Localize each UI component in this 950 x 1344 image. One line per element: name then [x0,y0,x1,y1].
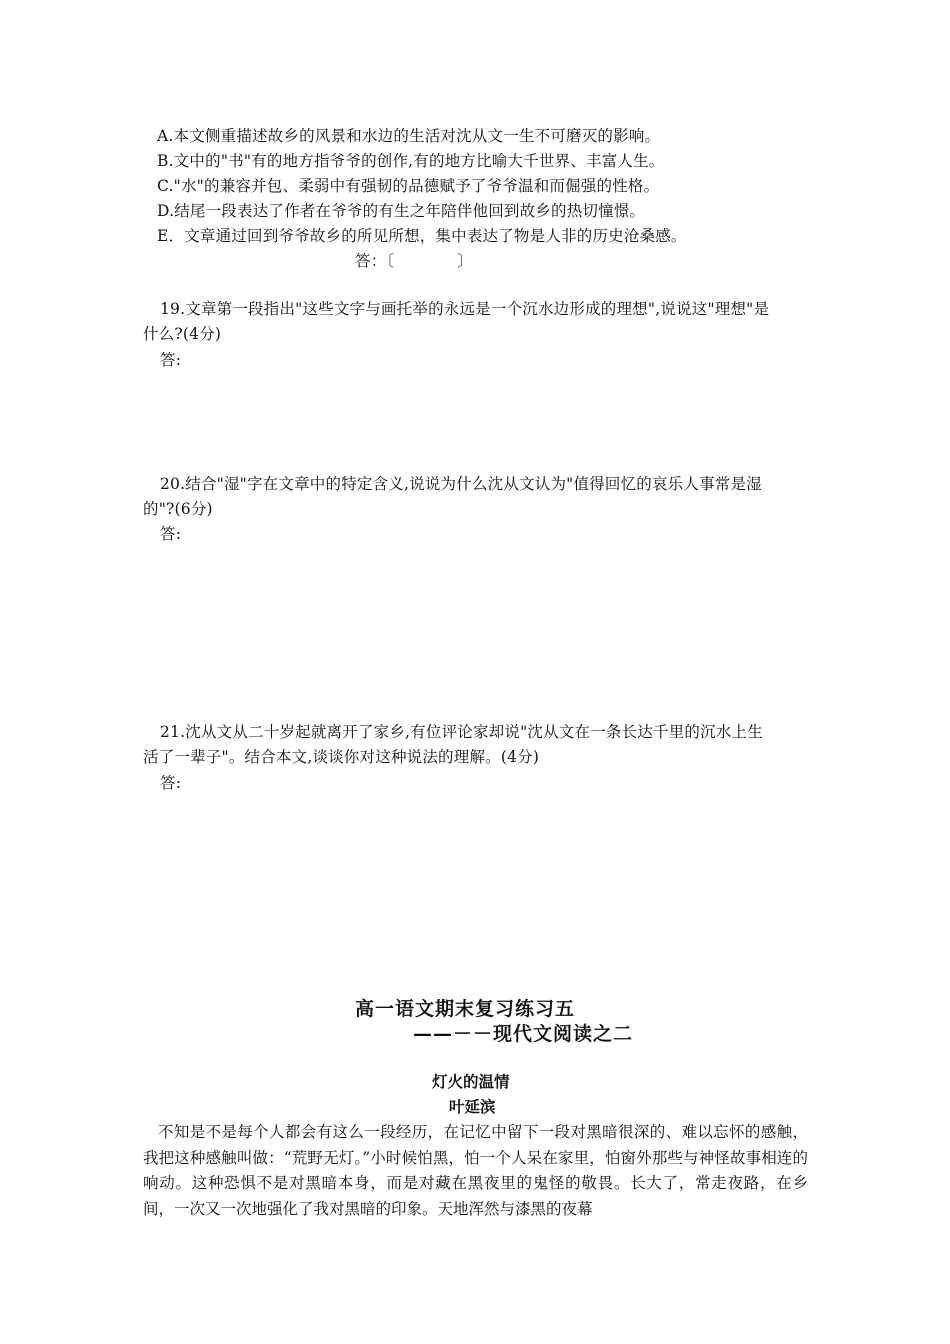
article-title: 灯火的温情 [432,1072,510,1091]
q19-line1: 19.文章第一段指出"这些文字与画托举的永远是一个沉水边形成的理想",说说这"理想"是 [160,300,770,318]
q19-line2: 什么?(4分) [143,325,222,343]
options-answer: 答：〔 〕 [355,252,473,270]
option-b: B.文中的"书"有的地方指爷爷的创作,有的地方比喻大千世界、丰富人生。 [157,152,665,170]
q21-line2: 活了一辈子"。结合本文,谈谈你对这种说法的理解。(4分) [143,748,540,766]
section-title: 高一语文期末复习练习五 [355,998,576,1020]
q20-line2: 的"?(6分) [143,500,213,518]
option-a: A.本文侧重描述故乡的风景和水边的生活对沈从文一生不可磨灭的影响。 [157,127,661,145]
q20-answer-label: 答: [160,525,182,543]
option-c: C."水"的兼容并包、柔弱中有强韧的品德赋予了爷爷温和而倔强的性格。 [157,177,660,195]
article-author: 叶延滨 [449,1097,496,1116]
q19-answer-label: 答: [160,351,182,369]
option-e: E．文章通过回到爷爷故乡的所见所想，集中表达了物是人非的历史沧桑感。 [157,227,687,245]
q21-answer-label: 答: [160,774,182,792]
section-subtitle: ——－－现代文阅读之二 [413,1023,634,1045]
q21-line1: 21.沈从文从二十岁起就离开了家乡,有位评论家却说"沈从文在一条长达千里的沉水上生 [160,723,763,741]
option-d: D.结尾一段表达了作者在爷爷的有生之年陪伴他回到故乡的热切憧憬。 [157,202,646,220]
q20-line1: 20.结合"湿"字在文章中的特定含义,说说为什么沈从文认为"值得回忆的哀乐人事常是湿 [160,475,762,493]
article-paragraph: 不知是不是每个人都会有这么一段经历，在记忆中留下一段对黑暗很深的、难以忘怀的感触，我把这种感触叫做：“荒野无灯。”小时候怕黑，怕一个人呆在家里，怕窗外那些与神怪故事相连的响动。这种恐惧不是对黑暗本身，而是对藏在黑夜里的鬼怪的敬畏。长大了，常走夜路，在乡间，一次又一次地强化了我对黑暗的印象。天地浑然与漆黑的夜幕 [143,1123,808,1218]
